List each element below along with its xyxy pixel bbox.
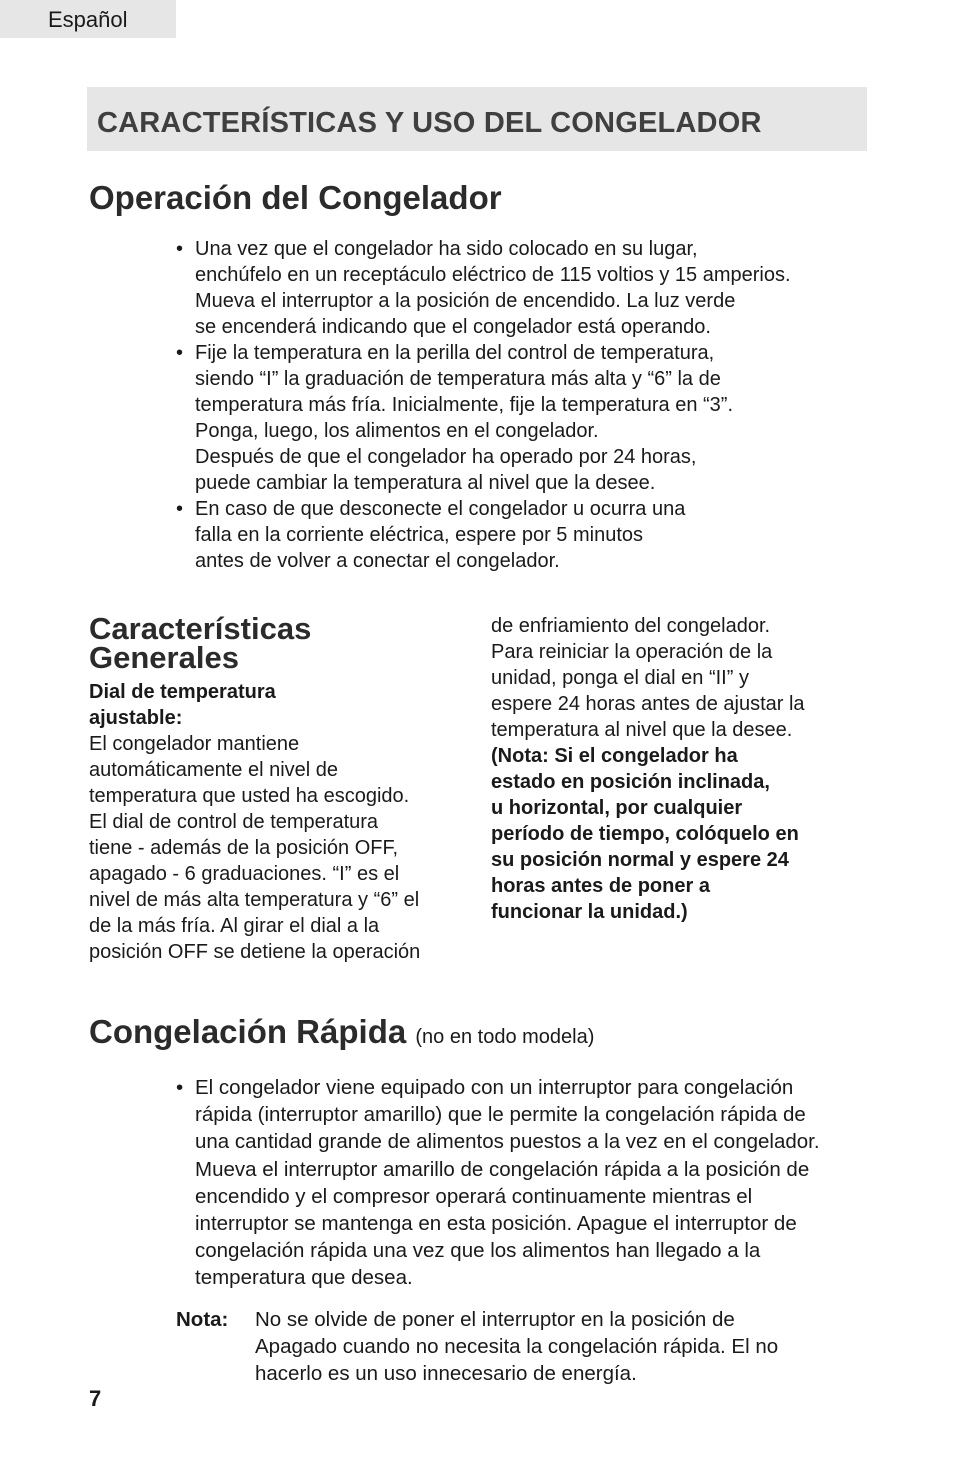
general-heading-line: Características <box>89 611 312 646</box>
line: una cantidad grande de alimentos puestos a la vez en el congelador. <box>195 1130 820 1154</box>
line: posición OFF se detiene la operación <box>89 941 421 963</box>
rapid-list <box>176 1074 820 1292</box>
line: congelación rápida una vez que los alimentos han llegado a la <box>195 1239 761 1263</box>
line: interruptor se mantenga en esta posición. Apague el interruptor de <box>195 1212 797 1236</box>
bullet-symbol: • <box>176 342 184 364</box>
line: falla en la corriente eléctrica, espere por 5 minutos <box>195 524 644 546</box>
section-banner: CARACTERÍSTICAS Y USO DEL CONGELADOR <box>87 87 867 151</box>
line: Una vez que el congelador ha sido colocado en su lugar, <box>195 238 698 260</box>
line: El dial de control de temperatura <box>89 811 379 833</box>
list-item <box>176 236 791 340</box>
line: El congelador mantiene <box>89 733 300 755</box>
general-heading-line: Generales <box>89 640 239 675</box>
tilt-note <box>491 743 871 925</box>
line: Apagado cuando no necesita la congelación rápida. El no <box>255 1335 779 1358</box>
dial-subheading <box>89 679 464 731</box>
bullet-symbol: • <box>176 1076 184 1099</box>
line: se encenderá indicando que el congelador está operando. <box>195 316 711 338</box>
rapid-heading-note: (no en todo modela) <box>415 1026 595 1048</box>
bullet-symbol: • <box>176 498 184 520</box>
dial-description <box>89 731 464 965</box>
line: horas antes de poner a <box>491 875 710 897</box>
line: Fije la temperatura en la perilla del control de temperatura, <box>195 342 715 364</box>
line: puede cambiar la temperatura al nivel que la desee. <box>195 472 656 494</box>
language-tab: Español <box>0 0 176 38</box>
list-item <box>176 1074 820 1292</box>
line: Mueva el interruptor amarillo de congelación rápida a la posición de <box>195 1157 810 1181</box>
list-item <box>176 496 791 574</box>
general-left-column <box>89 611 464 965</box>
line: encendido y el compresor operará continuamente mientras el <box>195 1184 753 1208</box>
line: temperatura al nivel que la desee. <box>491 719 793 741</box>
dial-subheading-line: ajustable: <box>89 707 183 729</box>
line: automáticamente el nivel de <box>89 759 339 781</box>
line: siendo “I” la graduación de temperatura más alta y “6” la de <box>195 368 721 390</box>
line: Ponga, luego, los alimentos en el congelador. <box>195 420 599 442</box>
line: temperatura que desea. <box>195 1266 413 1290</box>
line: enchúfelo en un receptáculo eléctrico de 115 voltios y 15 amperios. <box>195 264 791 286</box>
line: espere 24 horas antes de ajustar la <box>491 693 805 715</box>
operation-list <box>176 236 791 574</box>
page-number: 7 <box>89 1386 102 1411</box>
bullet-symbol: • <box>176 238 184 260</box>
rapid-note-text <box>255 1306 778 1387</box>
line: temperatura más fría. Inicialmente, fije la temperatura en “3”. <box>195 394 734 416</box>
line: En caso de que desconecte el congelador u ocurra una <box>195 498 686 520</box>
line: rápida (interruptor amarillo) que le permite la congelación rápida de <box>195 1103 806 1127</box>
line: hacerlo es un uso innecesario de energía. <box>255 1362 637 1385</box>
dial-subheading-line: Dial de temperatura <box>89 681 276 703</box>
line: Mueva el interruptor a la posición de encendido. La luz verde <box>195 290 736 312</box>
line: de la más fría. Al girar el dial a la <box>89 915 380 937</box>
line: su posición normal y espere 24 <box>491 849 789 871</box>
line: Para reiniciar la operación de la <box>491 641 773 663</box>
general-right-column <box>491 613 871 925</box>
rapid-heading-title: Congelación Rápida <box>89 1013 407 1050</box>
line: El congelador viene equipado con un interruptor para congelación <box>195 1076 794 1099</box>
line: nivel de más alta temperatura y “6” el <box>89 889 420 911</box>
line: unidad, ponga el dial en “II” y <box>491 667 749 689</box>
list-item <box>176 340 791 496</box>
line: (Nota: Si el congelador ha <box>491 745 738 767</box>
line: funcionar la unidad.) <box>491 901 688 923</box>
line: tiene - además de la posición OFF, <box>89 837 399 859</box>
line: temperatura que usted ha escogido. <box>89 785 410 807</box>
line: antes de volver a conectar el congelador. <box>195 550 560 572</box>
general-heading <box>89 611 464 675</box>
rapid-heading <box>89 1014 594 1055</box>
line: período de tiempo, colóquelo en <box>491 823 799 845</box>
operation-heading: Operación del Congelador <box>89 179 502 216</box>
line: u horizontal, por cualquier <box>491 797 743 819</box>
line: de enfriamiento del congelador. <box>491 615 771 637</box>
line: apagado - 6 graduaciones. “I” es el <box>89 863 400 885</box>
rapid-note-label: Nota: <box>176 1308 229 1331</box>
line: estado en posición inclinada, <box>491 771 770 793</box>
line: Después de que el congelador ha operado por 24 horas, <box>195 446 697 468</box>
line: No se olvide de poner el interruptor en la posición de <box>255 1308 735 1331</box>
